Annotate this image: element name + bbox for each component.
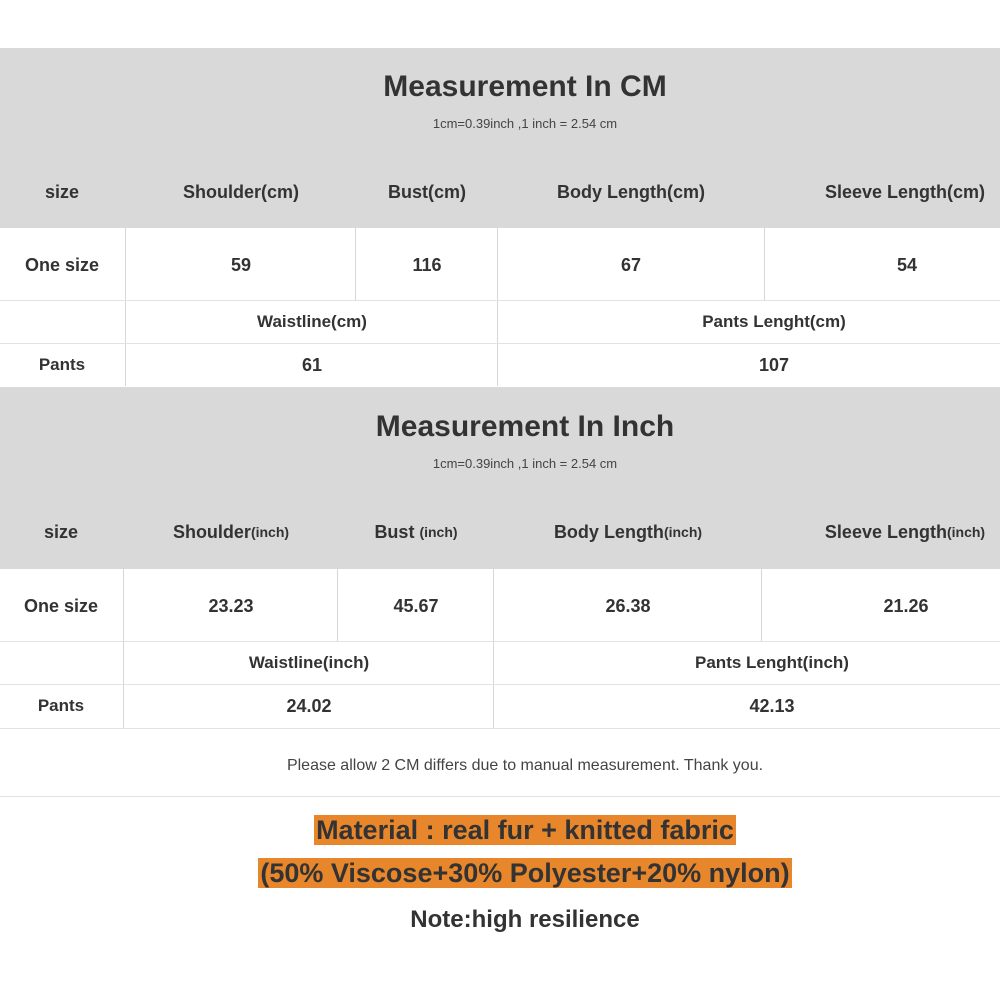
inch-title: Measurement In Inch <box>375 410 675 443</box>
inch-pants-header-waist: Waistline(inch) <box>248 653 370 672</box>
inch-grid-line <box>493 569 494 728</box>
cm-grid-line <box>764 228 765 300</box>
inch-header-body-length <box>494 510 762 554</box>
inch-header-bust-unit: (inch) <box>419 524 458 540</box>
cm-value-bust: 116 <box>412 254 442 275</box>
inch-subtitle: 1cm=0.39inch ,1 inch = 2.54 cm <box>432 456 618 471</box>
inch-header-shoulder-unit: (inch) <box>250 524 290 540</box>
inch-header-body-unit: (inch) <box>663 524 703 540</box>
material-line-1 <box>0 815 1000 846</box>
cm-subtitle: 1cm=0.39inch ,1 inch = 2.54 cm <box>432 116 618 131</box>
cm-header-size: size <box>44 181 80 202</box>
cm-pants-header-waist: Waistline(cm) <box>257 312 367 331</box>
inch-grid-line <box>123 569 124 728</box>
inch-header-bust <box>338 510 494 554</box>
inch-header-sleeve-length <box>780 510 1000 554</box>
inch-header-shoulder <box>124 510 338 554</box>
cm-grid-line <box>0 300 1000 301</box>
cm-pants-waist-value: 61 <box>301 354 323 375</box>
inch-header-shoulder-label: Shoulder <box>172 521 251 542</box>
inch-value-sleeve-length: 21.26 <box>883 595 929 616</box>
cm-header-body-length: Body Length(cm) <box>557 181 705 202</box>
inch-value-bust: 45.67 <box>393 595 439 616</box>
inch-pants-length-value: 42.13 <box>749 695 795 716</box>
inch-grid-line <box>0 728 1000 729</box>
cm-value-body-length: 67 <box>620 254 642 275</box>
inch-header-sleeve-unit: (inch) <box>946 524 986 540</box>
inch-header-sleeve-label: Sleeve Length <box>824 521 947 542</box>
inch-value-shoulder: 23.23 <box>208 595 254 616</box>
inch-header-bust-label: Bust <box>374 521 420 542</box>
material-text-1: Material : real fur + knitted fabric <box>316 815 734 845</box>
cm-pants-header-length: Pants Lenght(cm) <box>702 312 846 331</box>
cm-value-sleeve-length: 54 <box>896 254 918 275</box>
cm-grid-line <box>125 228 126 386</box>
cm-pants-length-value: 107 <box>758 354 790 375</box>
inch-row-label-pants: Pants <box>37 696 85 715</box>
material-text-2: (50% Viscose+30% Polyester+20% nylon) <box>260 858 790 888</box>
inch-grid-line <box>0 641 1000 642</box>
inch-grid-line <box>761 569 762 641</box>
cm-header-shoulder: Shoulder(cm) <box>182 181 299 202</box>
inch-header-size: size <box>43 521 79 542</box>
cm-grid-line <box>0 343 1000 344</box>
cm-row-label-pants: Pants <box>38 355 86 374</box>
inch-grid-line <box>0 684 1000 685</box>
inch-pants-waist-value: 24.02 <box>286 695 332 716</box>
inch-header-body-label: Body Length <box>553 521 664 542</box>
material-line-2 <box>0 858 1000 889</box>
inch-grid-line <box>337 569 338 641</box>
cm-title: Measurement In CM <box>383 70 667 103</box>
cm-header-bust: Bust(cm) <box>387 181 466 202</box>
cm-value-shoulder: 59 <box>230 254 252 275</box>
measurement-note: Please allow 2 CM differs due to manual measurement. Thank you. <box>286 757 764 774</box>
divider <box>0 796 1000 797</box>
inch-pants-header-length: Pants Lenght(inch) <box>695 653 849 672</box>
cm-row-label-one-size: One size <box>24 254 100 275</box>
inch-value-body-length: 26.38 <box>605 595 651 616</box>
inch-row-label-one-size: One size <box>23 595 99 616</box>
resilience-note: Note:high resilience <box>410 906 640 933</box>
cm-grid-line <box>497 228 498 386</box>
cm-header-sleeve-length: Sleeve Length(cm) <box>824 181 986 202</box>
cm-grid-line <box>355 228 356 300</box>
